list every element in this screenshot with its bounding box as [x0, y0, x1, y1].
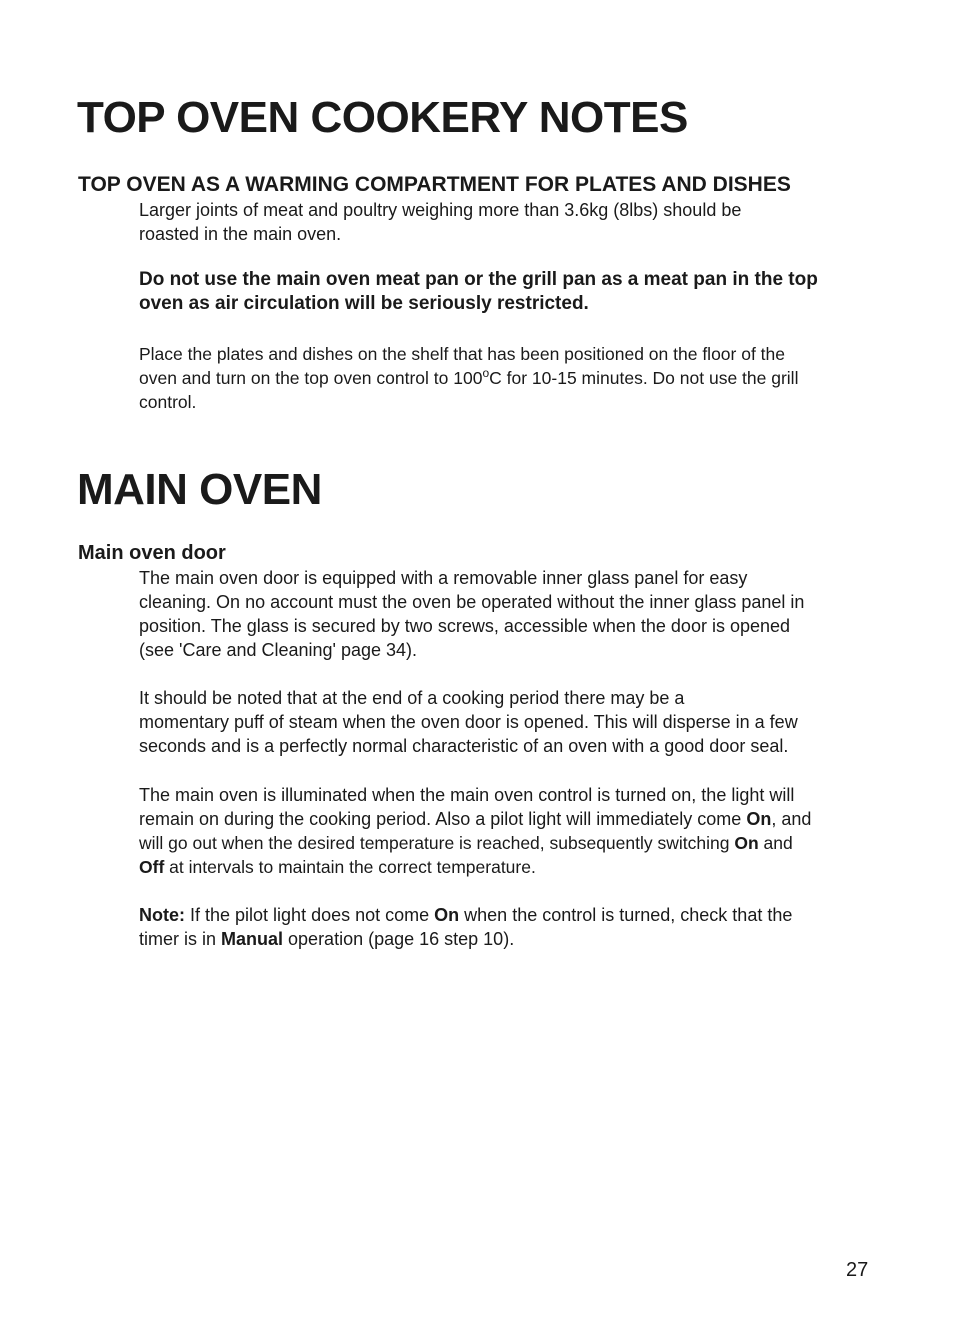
text-line: [139, 855, 879, 879]
bold-term: On: [734, 833, 759, 853]
text-line: control.: [139, 392, 197, 412]
page-number: 27: [846, 1259, 869, 1281]
page-title: TOP OVEN COOKERY NOTES: [77, 93, 688, 142]
text-line: The main oven door is equipped with a removable inner glass panel for easy: [139, 568, 748, 588]
text-run: at intervals to maintain the correct temperature.: [164, 857, 536, 877]
text-line: It should be noted that at the end of a cooking period there may be a: [139, 688, 685, 708]
main-oven-door-heading: Main oven door: [78, 542, 226, 564]
main-oven-title: MAIN OVEN: [77, 465, 322, 514]
text-line: [139, 831, 879, 855]
text-line: Do not use the main oven meat pan or the grill pan as a meat pan in the top: [139, 269, 818, 290]
degree-superscript: o: [482, 366, 490, 380]
bold-term: On: [434, 905, 460, 925]
text-run: , and: [771, 809, 812, 829]
plates-paragraph: [139, 342, 879, 414]
text-run: C for 10-15 minutes. Do not use the grill: [489, 368, 799, 388]
text-line: Place the plates and dishes on the shelf that has been positioned on the floor of the: [139, 344, 786, 364]
text-line: [139, 807, 879, 831]
text-run: oven and turn on the top oven control to 100: [139, 368, 483, 388]
bold-term: Off: [139, 857, 165, 877]
text-line: [139, 903, 879, 927]
illumination-paragraph: [139, 783, 879, 879]
steam-paragraph: [139, 686, 879, 758]
text-line: [139, 927, 879, 951]
text-line: cleaning. On no account must the oven be operated without the inner glass panel in: [139, 592, 805, 612]
text-line: roasted in the main oven.: [139, 224, 342, 244]
text-run: operation (page 16 step 10).: [283, 929, 515, 949]
text-run: timer is in: [139, 929, 222, 949]
bold-term: Manual: [221, 929, 284, 949]
text-line: oven as air circulation will be seriously restricted.: [139, 293, 589, 314]
text-run: If the pilot light does not come: [185, 905, 435, 925]
text-run: will go out when the desired temperature is reached, subsequently switching: [139, 833, 735, 853]
note-paragraph: [139, 903, 879, 951]
text-line: Larger joints of meat and poultry weighing more than 3.6kg (8lbs) should be: [139, 200, 742, 220]
text-run: and: [758, 833, 793, 853]
meat-pan-warning: [139, 268, 879, 316]
text-line: [139, 366, 879, 390]
door-paragraph: [139, 566, 879, 662]
warming-compartment-heading: TOP OVEN AS A WARMING COMPARTMENT FOR PLATES AND DISHES: [78, 173, 791, 196]
text-run: when the control is turned, check that the: [459, 905, 793, 925]
text-run: remain on during the cooking period. Also a pilot light will immediately come: [139, 809, 747, 829]
joints-paragraph: [139, 198, 879, 246]
text-line: The main oven is illuminated when the main oven control is turned on, the light will: [139, 785, 795, 805]
text-line: seconds and is a perfectly normal characteristic of an oven with a good door seal.: [139, 736, 789, 756]
text-line: (see 'Care and Cleaning' page 34).: [139, 640, 418, 660]
bold-term: On: [746, 809, 772, 829]
text-line: momentary puff of steam when the oven door is opened. This will disperse in a few: [139, 712, 798, 732]
note-label: Note:: [139, 905, 185, 925]
text-line: position. The glass is secured by two screws, accessible when the door is opened: [139, 616, 791, 636]
